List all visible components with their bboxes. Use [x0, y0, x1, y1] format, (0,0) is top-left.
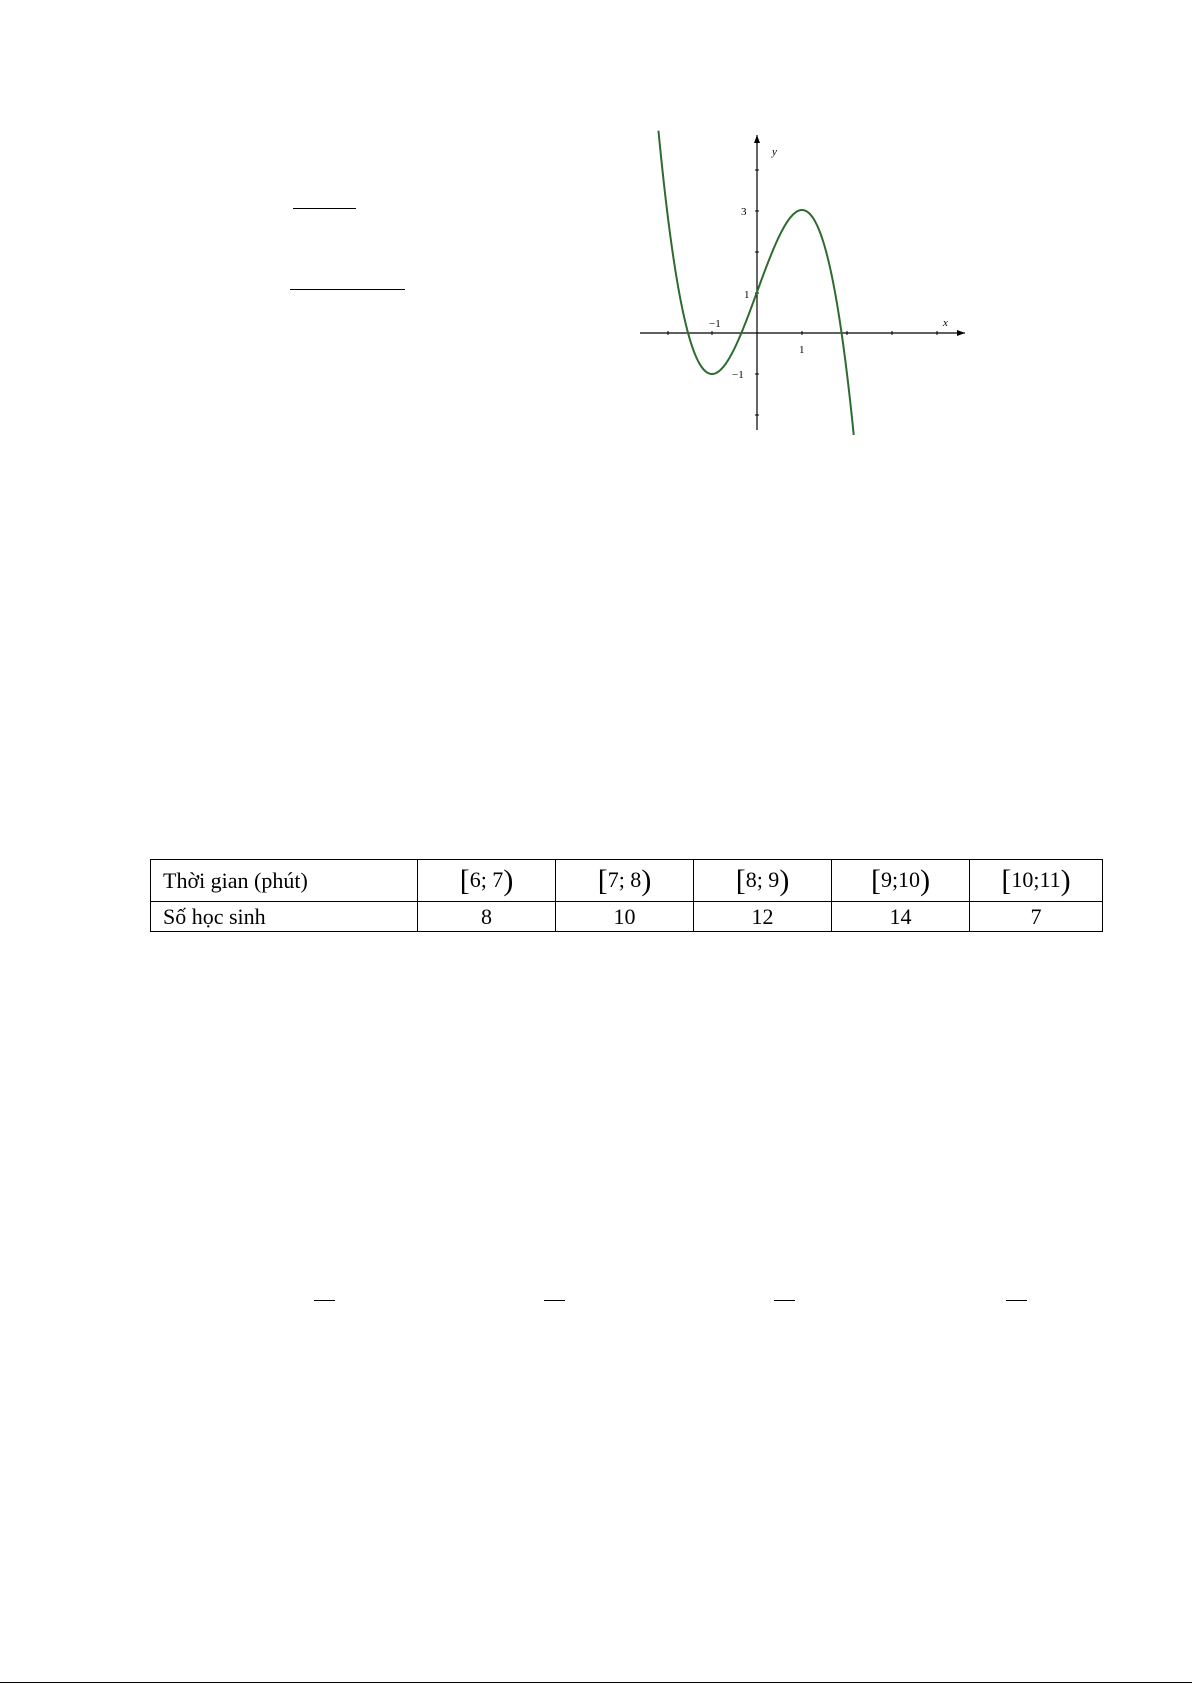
page-bottom-rule: [0, 1682, 1192, 1683]
y-tick-1: 1: [744, 289, 750, 301]
count-cell: 10: [556, 902, 694, 932]
fraction-bar-d: [1006, 1300, 1027, 1301]
interval-cell: [7; 8): [556, 860, 694, 902]
cubic-curve: [658, 131, 853, 435]
fraction-bar-b: [544, 1300, 565, 1301]
fraction-bar-a: [314, 1300, 335, 1301]
header-label-cell: Thời gian (phút): [151, 860, 418, 902]
interval-cell: [9;10): [832, 860, 970, 902]
y-axis-label: y: [772, 146, 777, 158]
y-tick-neg1: −1: [732, 369, 744, 381]
row-label-cell: Số học sinh: [151, 902, 418, 932]
fraction-bar-short: [293, 208, 356, 209]
count-cell: 7: [970, 902, 1103, 932]
y-axis-arrow: [754, 135, 760, 143]
interval-cell: [6; 7): [418, 860, 556, 902]
table-header-row: [151, 860, 1103, 902]
interval-cell: [10;11): [970, 860, 1103, 902]
count-cell: 14: [832, 902, 970, 932]
x-axis-label: x: [943, 317, 948, 329]
x-tick-neg1: −1: [709, 318, 721, 330]
fraction-bar-c: [774, 1300, 795, 1301]
x-axis-arrow: [957, 330, 965, 336]
function-graph: [620, 130, 970, 435]
y-tick-3: 3: [741, 206, 747, 218]
frequency-table: [150, 859, 1103, 932]
fraction-bar-long: [290, 289, 405, 290]
interval-cell: [8; 9): [694, 860, 832, 902]
count-cell: 12: [694, 902, 832, 932]
x-tick-1: 1: [799, 344, 805, 356]
count-cell: 8: [418, 902, 556, 932]
table-count-row: [151, 902, 1103, 932]
